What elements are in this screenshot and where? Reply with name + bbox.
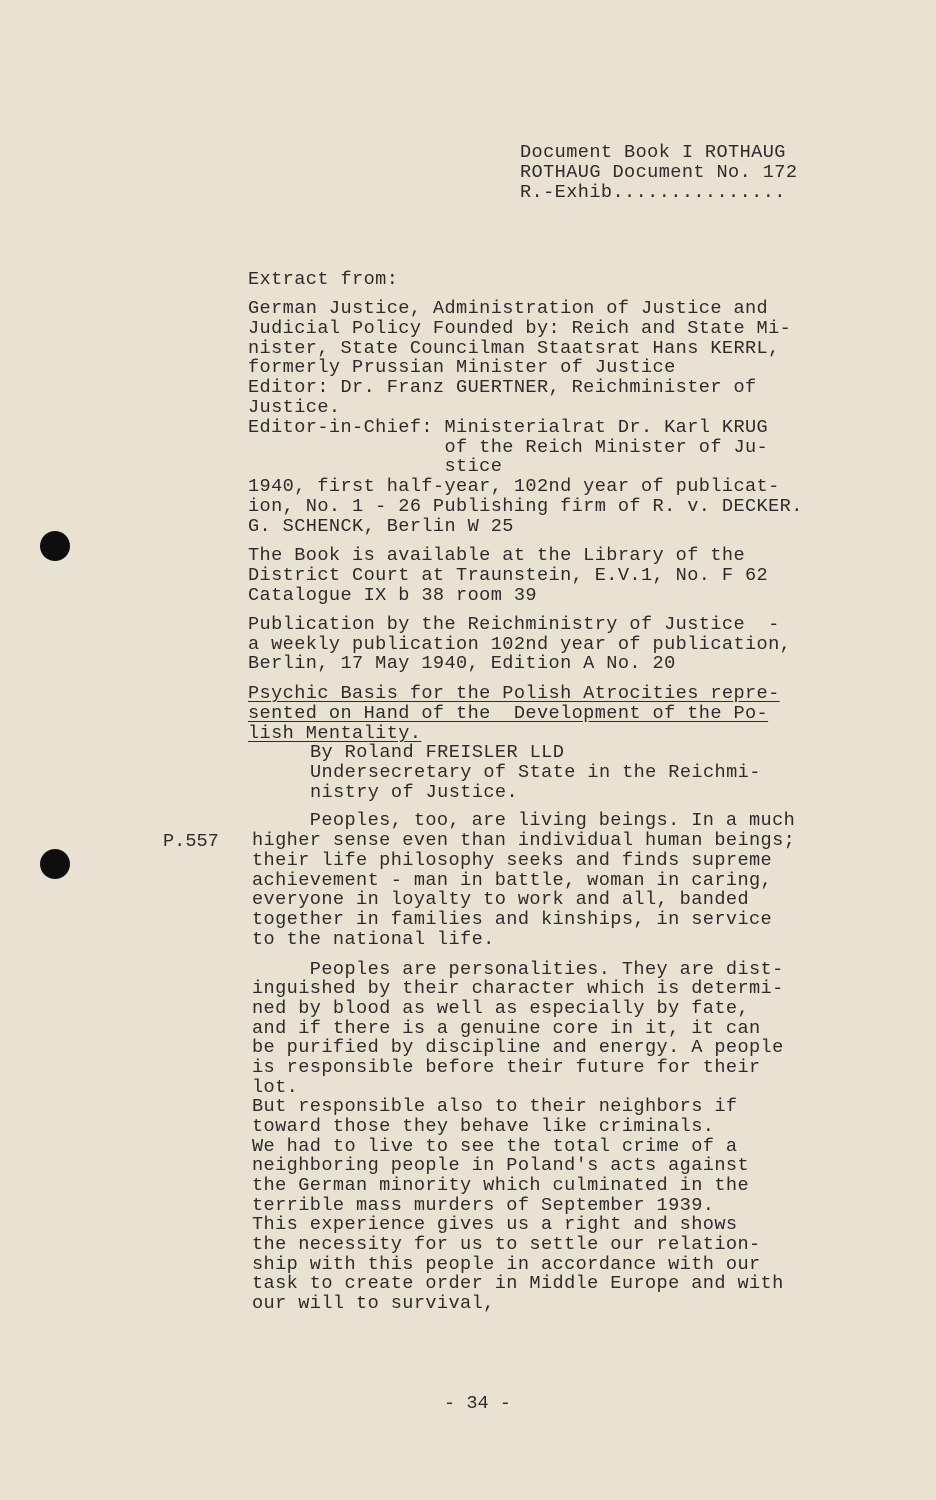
author-line: nistry of Justice. xyxy=(310,782,519,803)
paragraph-line: Peoples, too, are living beings. In a much xyxy=(252,810,796,831)
article-title-line: lish Mentality. xyxy=(248,723,422,744)
paragraph-line: and if there is a genuine core in it, it can xyxy=(252,1018,761,1039)
paragraph-line: task to create order in Middle Europe and with xyxy=(252,1273,784,1294)
source-line: stice xyxy=(248,456,503,477)
source-line: of the Reich Minister of Ju- xyxy=(248,437,769,458)
source-line: 1940, first half-year, 102nd year of publicat- xyxy=(248,476,780,497)
source-line: G. SCHENCK, Berlin W 25 xyxy=(248,516,514,537)
author-line: By Roland FREISLER LLD xyxy=(310,742,565,763)
paragraph-line: We had to live to see the total crime of a xyxy=(252,1136,738,1157)
paragraph-line: the German minority which culminated in the xyxy=(252,1175,749,1196)
library-line: District Court at Traunstein, E.V.1, No. F 62 xyxy=(248,565,769,586)
header-line: ROTHAUG Document No. 172 xyxy=(520,162,798,183)
source-line: ion, No. 1 - 26 Publishing firm of R. v. DECKER. xyxy=(248,496,803,517)
paragraph-line: ned by blood as well as especially by fate, xyxy=(252,998,749,1019)
header-line: R.-Exhib............... xyxy=(520,182,786,203)
article-title-line: sented on Hand of the Development of the Po- xyxy=(248,703,769,724)
hole-punch-bottom xyxy=(40,849,70,879)
paragraph-line: everyone in loyalty to work and all, banded xyxy=(252,889,749,910)
paragraph-line: be purified by discipline and energy. A people xyxy=(252,1037,784,1058)
paragraph-line: the necessity for us to settle our relation- xyxy=(252,1234,761,1255)
paragraph-line: But responsible also to their neighbors if xyxy=(252,1096,738,1117)
publication-line: Berlin, 17 May 1940, Edition A No. 20 xyxy=(248,653,676,674)
publication-line: a weekly publication 102nd year of publication, xyxy=(248,634,792,655)
paragraph-line: Peoples are personalities. They are dist- xyxy=(252,959,784,980)
paragraph-line: ship with this people in accordance with our xyxy=(252,1254,761,1275)
library-line: Catalogue IX b 38 room 39 xyxy=(248,585,537,606)
paragraph-line: higher sense even than individual human beings; xyxy=(252,830,796,851)
source-line: Judicial Policy Founded by: Reich and State Mi- xyxy=(248,318,792,339)
hole-punch-top xyxy=(40,531,70,561)
source-line: Editor-in-Chief: Ministerialrat Dr. Karl KRUG xyxy=(248,417,769,438)
article-title-line: Psychic Basis for the Polish Atrocities repre- xyxy=(248,683,780,704)
paragraph-line: to the national life. xyxy=(252,929,495,950)
paragraph-line: lot. xyxy=(252,1077,299,1098)
paragraph-line: inguished by their character which is determi- xyxy=(252,978,784,999)
paragraph-line: toward those they behave like criminals. xyxy=(252,1116,715,1137)
paragraph-line: their life philosophy seeks and finds supreme xyxy=(252,850,773,871)
paragraph-line: together in families and kinships, in service xyxy=(252,909,773,930)
library-line: The Book is available at the Library of the xyxy=(248,545,745,566)
source-line: Justice. xyxy=(248,397,341,418)
paragraph-line: terrible mass murders of September 1939. xyxy=(252,1195,715,1216)
paragraph-line: This experience gives us a right and shows xyxy=(252,1214,738,1235)
paragraph-line: neighboring people in Poland's acts against xyxy=(252,1155,749,1176)
paragraph-line: our will to survival, xyxy=(252,1293,495,1314)
margin-page-reference: P.557 xyxy=(163,831,219,852)
paragraph-line: achievement - man in battle, woman in caring, xyxy=(252,870,773,891)
page-number: - 34 - xyxy=(444,1393,511,1414)
author-line: Undersecretary of State in the Reichmi- xyxy=(310,762,761,783)
publication-line: Publication by the Reichministry of Justice - xyxy=(248,614,780,635)
source-line: nister, State Councilman Staatsrat Hans KERRL, xyxy=(248,338,780,359)
source-line: formerly Prussian Minister of Justice xyxy=(248,357,676,378)
extract-label: Extract from: xyxy=(248,269,399,290)
paragraph-line: is responsible before their future for their xyxy=(252,1057,761,1078)
source-line: German Justice, Administration of Justice and xyxy=(248,298,769,319)
header-line: Document Book I ROTHAUG xyxy=(520,142,786,163)
source-line: Editor: Dr. Franz GUERTNER, Reichminister of xyxy=(248,377,757,398)
